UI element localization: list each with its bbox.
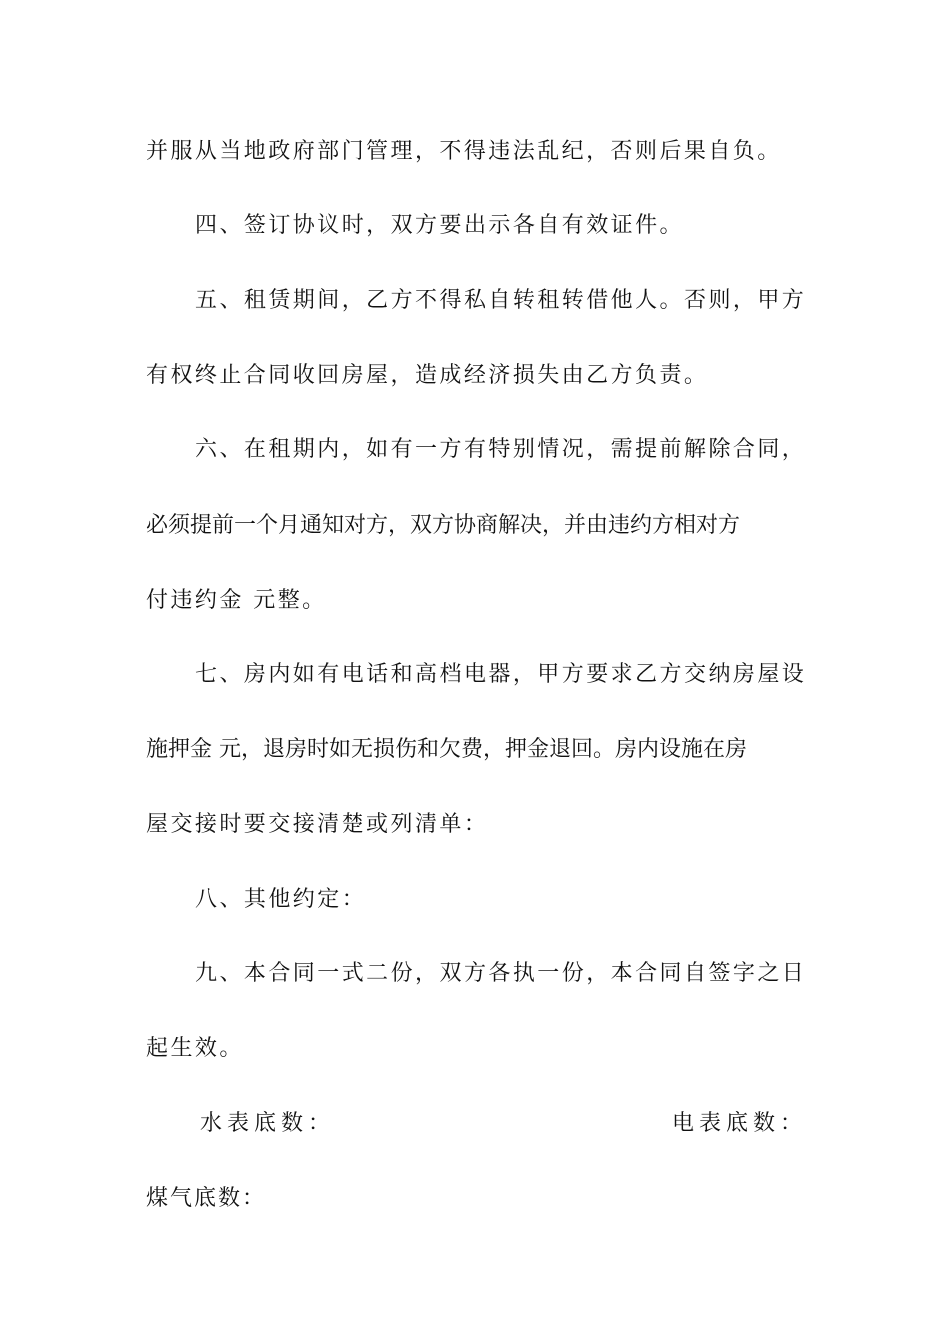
text-line: 并服从当地政府部门管理，不得违法乱纪，否则后果自负。	[146, 139, 782, 164]
clause-4: 四、签订协议时，双方要出示各自有效证件。	[195, 213, 685, 238]
text-line: 屋交接时要交接清楚或列清单：	[146, 812, 489, 837]
text-line: 付违约金 元整。	[146, 588, 327, 613]
text-line: 有权终止合同收回房屋，造成经济损失由乙方负责。	[146, 363, 709, 388]
gas-meter-label: 煤气底数：	[146, 1186, 267, 1211]
water-meter-label: 水表底数：	[200, 1111, 336, 1136]
text-line: 必须提前一个月通知对方，双方协商解决，并由违约方相对方	[146, 513, 741, 538]
clause-8: 八、其他约定：	[195, 887, 367, 912]
clause-6: 六、在租期内，如有一方有特别情况，需提前解除合同，	[195, 437, 807, 462]
text-line: 起生效。	[146, 1036, 244, 1061]
clause-7: 七、房内如有电话和高档电器，甲方要求乙方交纳房屋设	[195, 662, 807, 687]
electric-meter-label: 电表底数：	[672, 1111, 808, 1136]
text-line: 施押金 元，退房时如无损伤和欠费，押金退回。房内设施在房	[146, 737, 747, 762]
clause-9: 九、本合同一式二份，双方各执一份，本合同自签字之日	[195, 961, 807, 986]
clause-5: 五、租赁期间，乙方不得私自转租转借他人。否则，甲方	[195, 288, 807, 313]
